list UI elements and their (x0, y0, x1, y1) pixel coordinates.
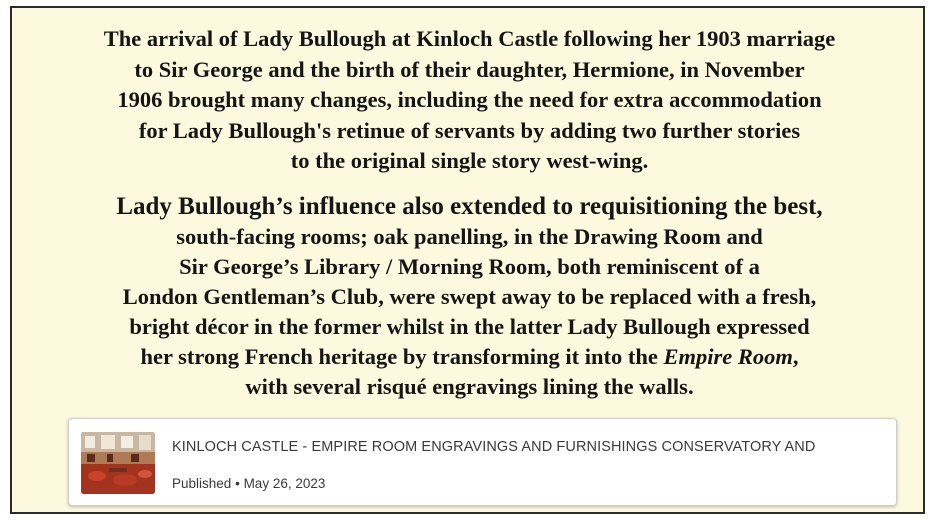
room-thumbnail-image[interactable] (81, 432, 155, 494)
publish-info (172, 476, 325, 491)
document-frame (10, 6, 925, 514)
paragraph-line: 1906 brought many changes, including the need for extra accommodation (117, 87, 822, 112)
paragraph-line: for Lady Bullough's retinue of servants by adding two further stories (138, 117, 801, 143)
link-title[interactable]: KINLOCH CASTLE - EMPIRE ROOM ENGRAVINGS AND FURNISHINGS CONSERVATORY AND (172, 439, 816, 455)
paragraph-line: to the original single story west-wing. (290, 148, 649, 173)
paragraph-line: Lady Bullough’s influence also extended to requisitioning the best, (116, 193, 823, 220)
empire-room-italic: Empire Room (663, 344, 793, 369)
room-thumbnail-illustration (81, 432, 155, 494)
publish-date: May 26, 2023 (243, 476, 326, 491)
intro-paragraph (12, 24, 927, 177)
paragraph-line: with several risqué engravings lining the walls. (245, 374, 694, 399)
published-label: Published (172, 476, 232, 491)
paragraph-line: Sir George’s Library / Morning Room, both reminiscent of a (179, 254, 760, 279)
influence-paragraph (12, 192, 927, 402)
meta-separator: • (235, 476, 240, 491)
paragraph-line: The arrival of Lady Bullough at Kinloch Castle following her 1903 marriage (103, 26, 836, 51)
paragraph-line: bright décor in the former whilst in the latter Lady Bullough expressed (129, 314, 810, 339)
paragraph-line: London Gentleman’s Club, were swept away to be replaced with a fresh, (122, 284, 817, 309)
paragraph-line: her strong French heritage by transforming it into the (140, 344, 664, 369)
link-preview-card[interactable] (68, 418, 897, 506)
punctuation: , (792, 344, 799, 369)
paragraph-line: south-facing rooms; oak panelling, in the Drawing Room and (176, 224, 763, 249)
paragraph-line: to Sir George and the birth of their daughter, Hermione, in November (134, 56, 805, 82)
